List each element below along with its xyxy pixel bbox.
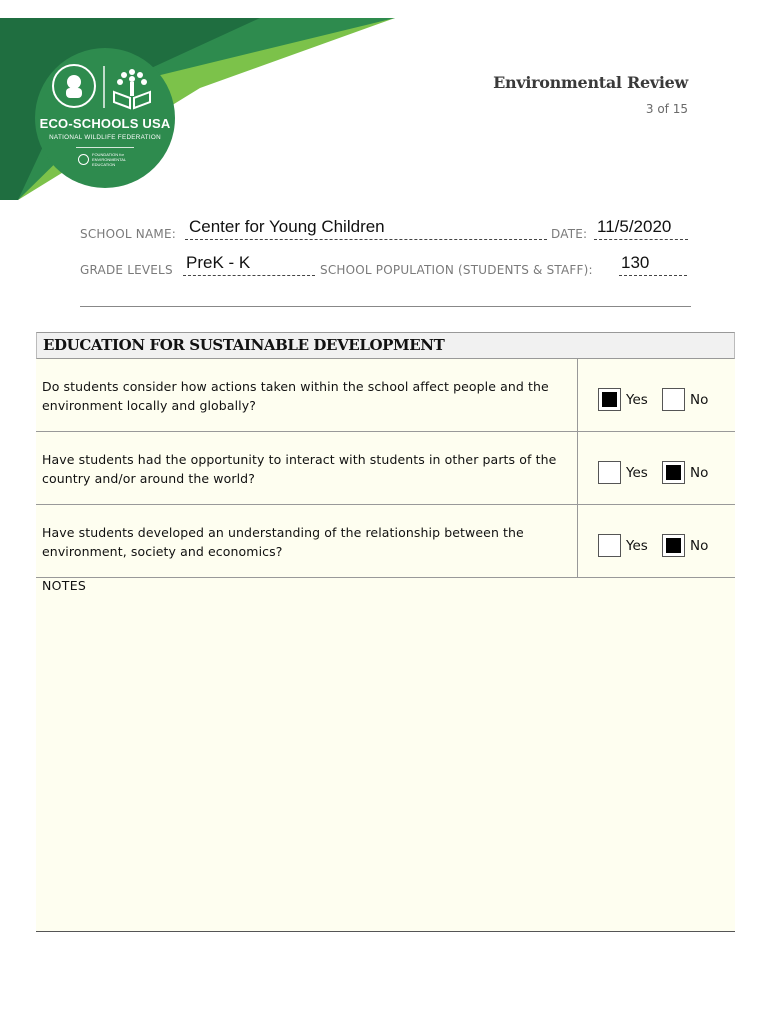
school-name-label: SCHOOL NAME: xyxy=(80,227,176,241)
eco-schools-logo xyxy=(32,50,178,182)
question-text: Have students developed an understanding of the relationship between the environment, society and economics? xyxy=(42,525,524,559)
column-divider xyxy=(577,432,578,504)
question-row xyxy=(36,432,735,505)
section-header xyxy=(36,332,735,359)
logo-name: ECO-SCHOOLS USA xyxy=(39,116,171,131)
grade-levels-value: PreK - K xyxy=(186,253,251,272)
grade-levels-label: GRADE LEVELS xyxy=(80,263,173,277)
no-label: No xyxy=(690,392,709,408)
page-indicator: 3 of 15 xyxy=(645,102,688,116)
questions-panel xyxy=(36,359,735,932)
yes-checkbox[interactable] xyxy=(598,534,621,557)
population-label: SCHOOL POPULATION (STUDENTS & STAFF): xyxy=(320,263,593,277)
logo-divider xyxy=(76,147,134,148)
no-label: No xyxy=(690,538,709,554)
document-title: Environmental Review xyxy=(493,73,688,92)
column-divider xyxy=(577,505,578,577)
yes-checkbox[interactable] xyxy=(598,388,621,411)
question-text: Have students had the opportunity to interact with students in other parts of the country and/or around the world? xyxy=(42,452,557,486)
date-label: DATE: xyxy=(551,227,588,241)
no-label: No xyxy=(690,465,709,481)
column-divider xyxy=(577,359,578,431)
partner-name: FOUNDATION for ENVIRONMENTAL EDUCATION xyxy=(92,152,127,167)
logo-emblem-icon xyxy=(50,62,160,112)
question-row xyxy=(36,359,735,432)
yes-checkbox[interactable] xyxy=(598,461,621,484)
date-value: 11/5/2020 xyxy=(597,217,672,236)
no-checkbox[interactable] xyxy=(662,388,685,411)
logo-subtitle: NATIONAL WILDLIFE FEDERATION xyxy=(49,134,161,141)
partner-logo xyxy=(78,152,138,170)
population-value: 130 xyxy=(621,253,650,272)
section-title: EDUCATION FOR SUSTAINABLE DEVELOPMENT xyxy=(43,336,445,354)
partner-emblem-icon xyxy=(78,154,89,165)
question-row xyxy=(36,505,735,578)
notes-label: NOTES xyxy=(42,578,87,593)
yes-label: Yes xyxy=(626,392,648,408)
no-checkbox[interactable] xyxy=(662,534,685,557)
yes-label: Yes xyxy=(626,538,648,554)
school-name-value: Center for Young Children xyxy=(189,217,385,236)
no-checkbox[interactable] xyxy=(662,461,685,484)
header-divider xyxy=(80,306,691,307)
question-text: Do students consider how actions taken within the school affect people and the environment locally and globally? xyxy=(42,379,549,413)
yes-label: Yes xyxy=(626,465,648,481)
